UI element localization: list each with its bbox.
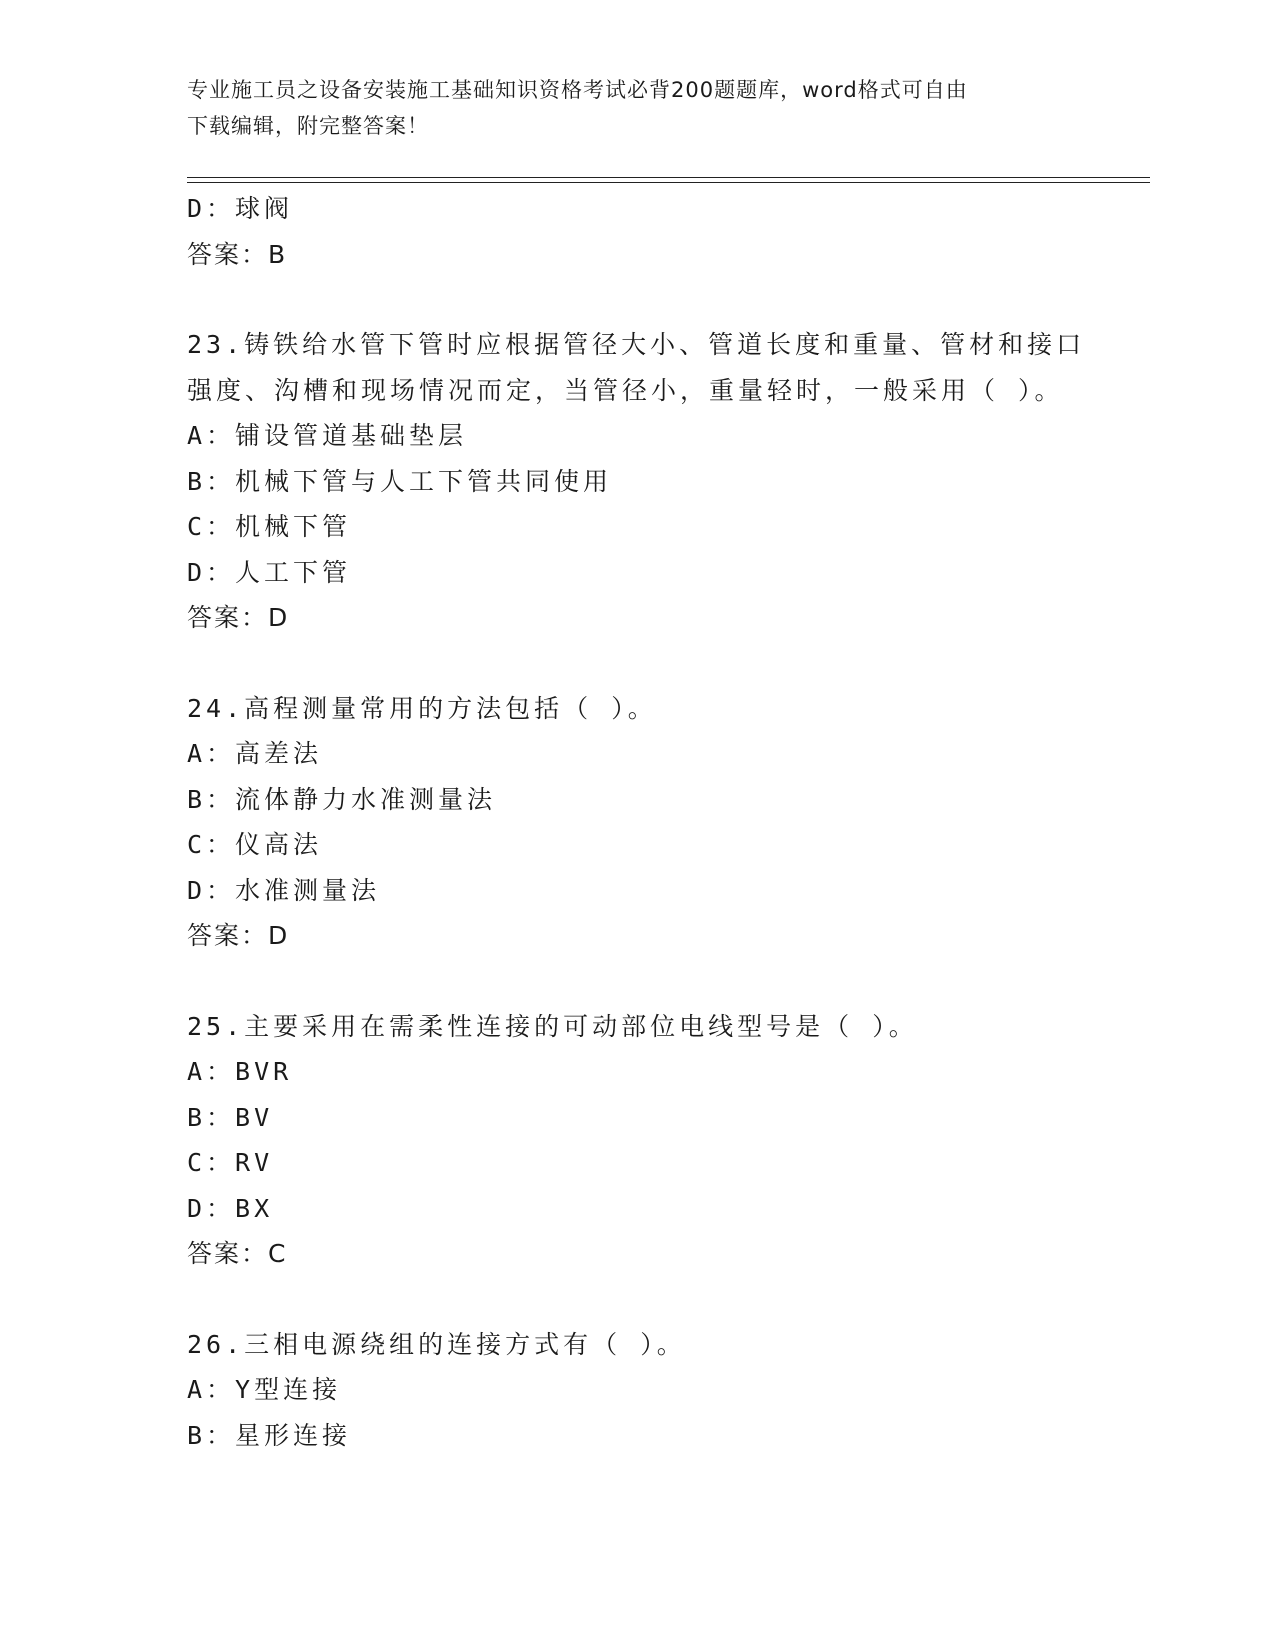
option-a: A：BVR <box>187 1057 293 1086</box>
document-header <box>187 72 1087 144</box>
option-c: C：RV <box>187 1148 274 1177</box>
carryover-block <box>187 186 1087 277</box>
answer-line: 答案：D <box>187 603 290 632</box>
option-a: A：高差法 <box>187 739 323 768</box>
question-stem: 24.高程测量常用的方法包括（ ）。 <box>187 693 657 723</box>
header-title-line-2: 下载编辑，附完整答案！ <box>187 114 429 138</box>
question-26 <box>187 1322 1087 1459</box>
header-divider-bottom <box>187 182 1150 183</box>
option-d: D：水准测量法 <box>187 875 381 905</box>
question-content <box>187 186 1087 1458</box>
question-stem-continued: 强度、沟槽和现场情况而定，当管径小，重量轻时，一般采用（ ）。 <box>187 375 1064 405</box>
option-b: B：机械下管与人工下管共同使用 <box>187 466 613 496</box>
option-a: A：铺设管道基础垫层 <box>187 421 468 450</box>
question-stem: 26.三相电源绕组的连接方式有（ ）。 <box>187 1329 686 1359</box>
option-b: B：流体静力水准测量法 <box>187 784 497 814</box>
question-25 <box>187 1004 1087 1277</box>
answer-line: 答案：B <box>187 239 288 269</box>
question-24 <box>187 686 1087 959</box>
option-d: D：球阀 <box>187 194 294 223</box>
question-stem: 25.主要采用在需柔性连接的可动部位电线型号是（ ）。 <box>187 1011 918 1041</box>
header-divider-top <box>187 177 1150 178</box>
option-d: D：BX <box>187 1193 274 1223</box>
option-b: B：BV <box>187 1102 274 1132</box>
answer-line: 答案：D <box>187 921 290 950</box>
answer-line: 答案：C <box>187 1239 288 1268</box>
header-title-line-1: 专业施工员之设备安装施工基础知识资格考试必背200题题库，word格式可自由 <box>187 78 968 102</box>
option-c: C：仪高法 <box>187 830 323 859</box>
option-a: A：Y型连接 <box>187 1375 342 1404</box>
option-d: D：人工下管 <box>187 557 352 587</box>
question-23 <box>187 322 1087 641</box>
question-stem: 23.铸铁给水管下管时应根据管径大小、管道长度和重量、管材和接口 <box>187 330 1086 359</box>
option-c: C：机械下管 <box>187 512 352 541</box>
option-b: B：星形连接 <box>187 1420 352 1450</box>
